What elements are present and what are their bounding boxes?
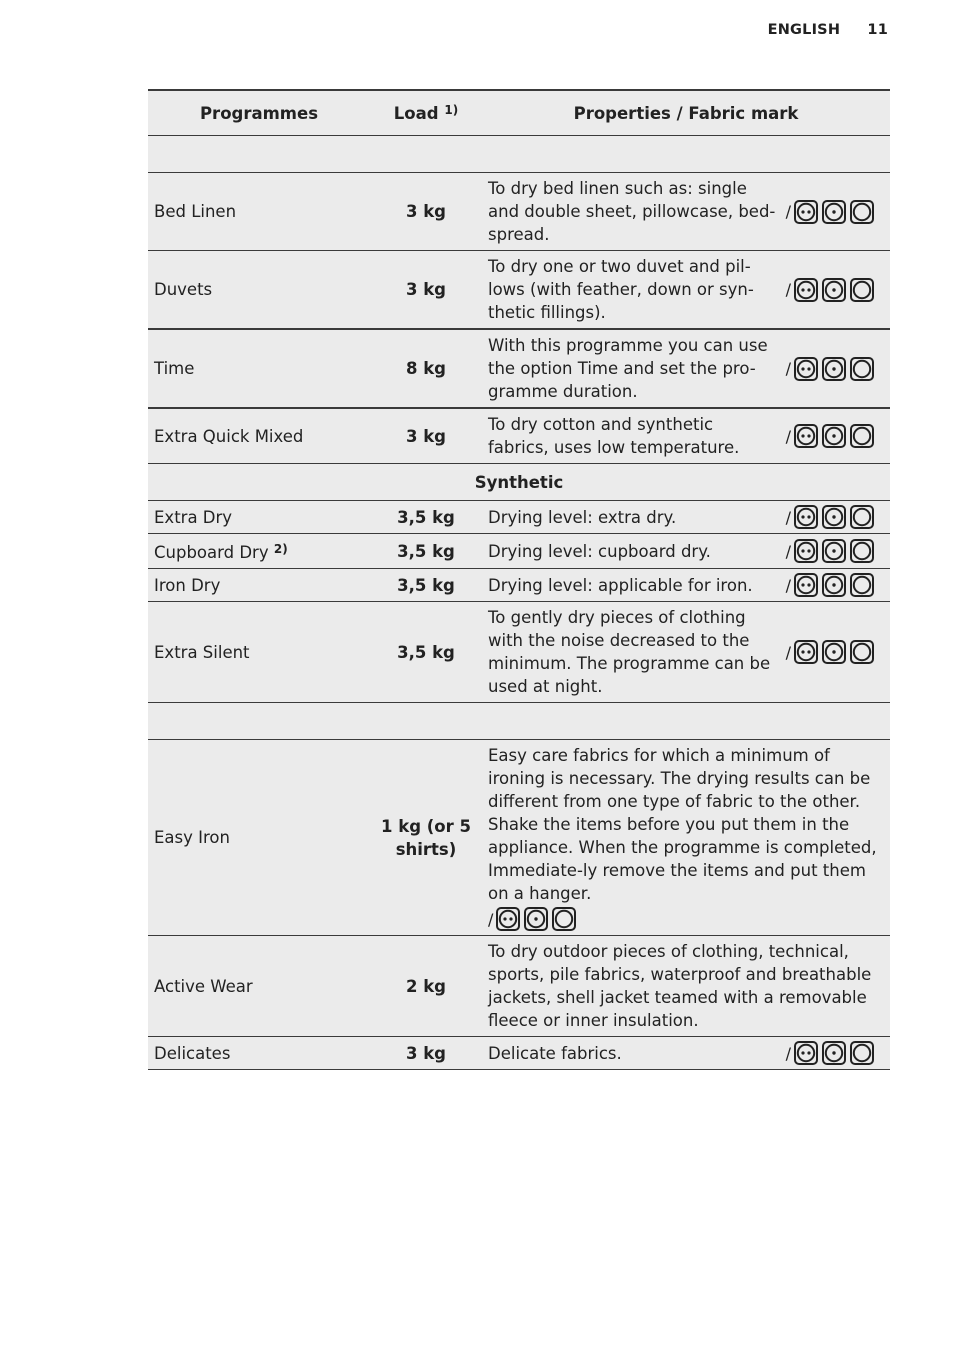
dryer-no-dot-icon [850,1041,874,1065]
fabric-mark-separator: / [785,575,791,595]
dryer-two-dots-icon [794,640,818,664]
col-header-properties: Properties / Fabric mark [482,90,890,136]
table-row [148,569,890,602]
programme-load: 8 kg [370,329,482,408]
fabric-mark-separator: / [785,426,791,446]
table-row [148,602,890,703]
fabric-marks [488,907,576,931]
dryer-no-dot-icon [850,357,874,381]
properties-text: To dry cotton and synthetic fabrics, uses low temperature. [488,415,740,457]
fabric-mark-separator: / [785,541,791,561]
table-row [148,1037,890,1070]
table-row-blank [148,703,890,740]
dryer-no-dot-icon [850,200,874,224]
dryer-two-dots-icon [794,539,818,563]
properties-text: Drying level: cupboard dry. [488,541,711,561]
programme-properties [482,569,890,602]
properties-text: Easy care fabrics for which a minimum of ironing is necessary. The drying results can be different from one type of fabric to the other. Shake the items before you put them in the appliance. When the programme is completed, Immediate-ly remove the items and put them on a hanger. [488,746,877,903]
page-number: 11 [867,22,888,38]
programme-name: Extra Dry [148,501,370,534]
programme-name: Delicates [148,1037,370,1070]
fabric-mark-separator: / [488,909,494,929]
table-row [148,408,890,464]
dryer-two-dots-icon [794,424,818,448]
dryer-one-dot-icon [822,200,846,224]
fabric-marks [786,539,884,563]
dryer-one-dot-icon [822,1041,846,1065]
properties-text: Drying level: extra dry. [488,507,677,527]
dryer-no-dot-icon [850,539,874,563]
section-title: Synthetic [148,464,890,501]
fabric-mark-separator: / [785,1043,791,1063]
fabric-marks [786,1041,884,1065]
programme-name: Time [148,329,370,408]
dryer-two-dots-icon [794,200,818,224]
programme-properties [482,173,890,251]
col-header-load: Load $^{1)}$ [370,90,482,136]
dryer-two-dots-icon [794,1041,818,1065]
properties-text: Delicate fabrics. [488,1043,622,1063]
programme-name: Bed Linen [148,173,370,251]
load-footnote: 1) [444,103,459,117]
programme-load: 3,5 kg [370,534,482,569]
programme-load: 3,5 kg [370,602,482,703]
programme-properties [482,329,890,408]
programme-name: Duvets [148,251,370,330]
programme-properties [482,251,890,330]
fabric-mark-separator: / [785,642,791,662]
programme-load: 3 kg [370,173,482,251]
dryer-one-dot-icon [524,907,548,931]
programme-load: 3 kg [370,251,482,330]
table-row [148,740,890,936]
programmes-table [148,89,890,1070]
programme-name: Extra Silent [148,602,370,703]
programme-load: 2 kg [370,936,482,1037]
dryer-no-dot-icon [850,505,874,529]
language-label: ENGLISH [767,22,841,38]
programme-name: Extra Quick Mixed [148,408,370,464]
properties-text: Drying level: applicable for iron. [488,575,753,595]
fabric-marks [786,640,884,664]
fabric-marks [786,573,884,597]
programme-properties [482,408,890,464]
fabric-marks [786,357,884,381]
dryer-no-dot-icon [850,278,874,302]
fabric-marks [786,278,884,302]
programme-load: 3 kg [370,1037,482,1070]
programme-properties [482,740,890,936]
dryer-no-dot-icon [552,907,576,931]
dryer-two-dots-icon [794,278,818,302]
dryer-two-dots-icon [794,573,818,597]
fabric-marks [786,505,884,529]
programme-name: Iron Dry [148,569,370,602]
table-row [148,329,890,408]
programme-properties [482,501,890,534]
dryer-two-dots-icon [794,357,818,381]
fabric-mark-separator: / [785,280,791,299]
dryer-two-dots-icon [496,907,520,931]
programme-properties [482,1037,890,1070]
programme-properties [482,534,890,569]
programme-properties [482,602,890,703]
properties-text: With this programme you can use the option Time and set the pro-gramme duration. [488,336,768,401]
dryer-one-dot-icon [822,278,846,302]
programme-name: Cupboard Dry $^{2)}$ [148,534,370,569]
dryer-one-dot-icon [822,539,846,563]
page-header [768,22,888,38]
dryer-one-dot-icon [822,573,846,597]
programme-name: Easy Iron [148,740,370,936]
properties-text: To gently dry pieces of clothing with the noise decreased to the minimum. The programme can be used at night. [488,608,771,696]
fabric-mark-separator: / [785,507,791,527]
dryer-one-dot-icon [822,640,846,664]
dryer-one-dot-icon [822,505,846,529]
section-row-synthetic [148,464,890,501]
dryer-no-dot-icon [850,424,874,448]
dryer-no-dot-icon [850,640,874,664]
fabric-mark-separator: / [785,202,791,221]
programme-footnote: 2) [273,542,288,556]
table-row [148,534,890,569]
programme-load: 1 kg (or 5 shirts) [370,740,482,936]
dryer-one-dot-icon [822,424,846,448]
fabric-marks [786,200,884,224]
programme-properties: To dry outdoor pieces of clothing, technical, sports, pile fabrics, waterproof and breathable jackets, shell jacket teamed with a removable fleece or inner insulation. [482,936,890,1037]
table-row [148,251,890,330]
dryer-no-dot-icon [850,573,874,597]
col-header-programmes: Programmes [148,90,370,136]
properties-text: To dry one or two duvet and pil-lows (with feather, down or syn-thetic fillings). [488,257,754,322]
table-row [148,501,890,534]
table-row [148,936,890,1037]
programme-name: Active Wear [148,936,370,1037]
programme-load: 3,5 kg [370,501,482,534]
programme-load: 3 kg [370,408,482,464]
table-row-blank [148,136,890,173]
fabric-marks [786,424,884,448]
properties-text: To dry bed linen such as: single and double sheet, pillowcase, bed-spread. [488,179,776,244]
dryer-two-dots-icon [794,505,818,529]
programme-load: 3,5 kg [370,569,482,602]
fabric-mark-separator: / [785,359,791,378]
dryer-one-dot-icon [822,357,846,381]
table-header-row [148,90,890,136]
table-row [148,173,890,251]
